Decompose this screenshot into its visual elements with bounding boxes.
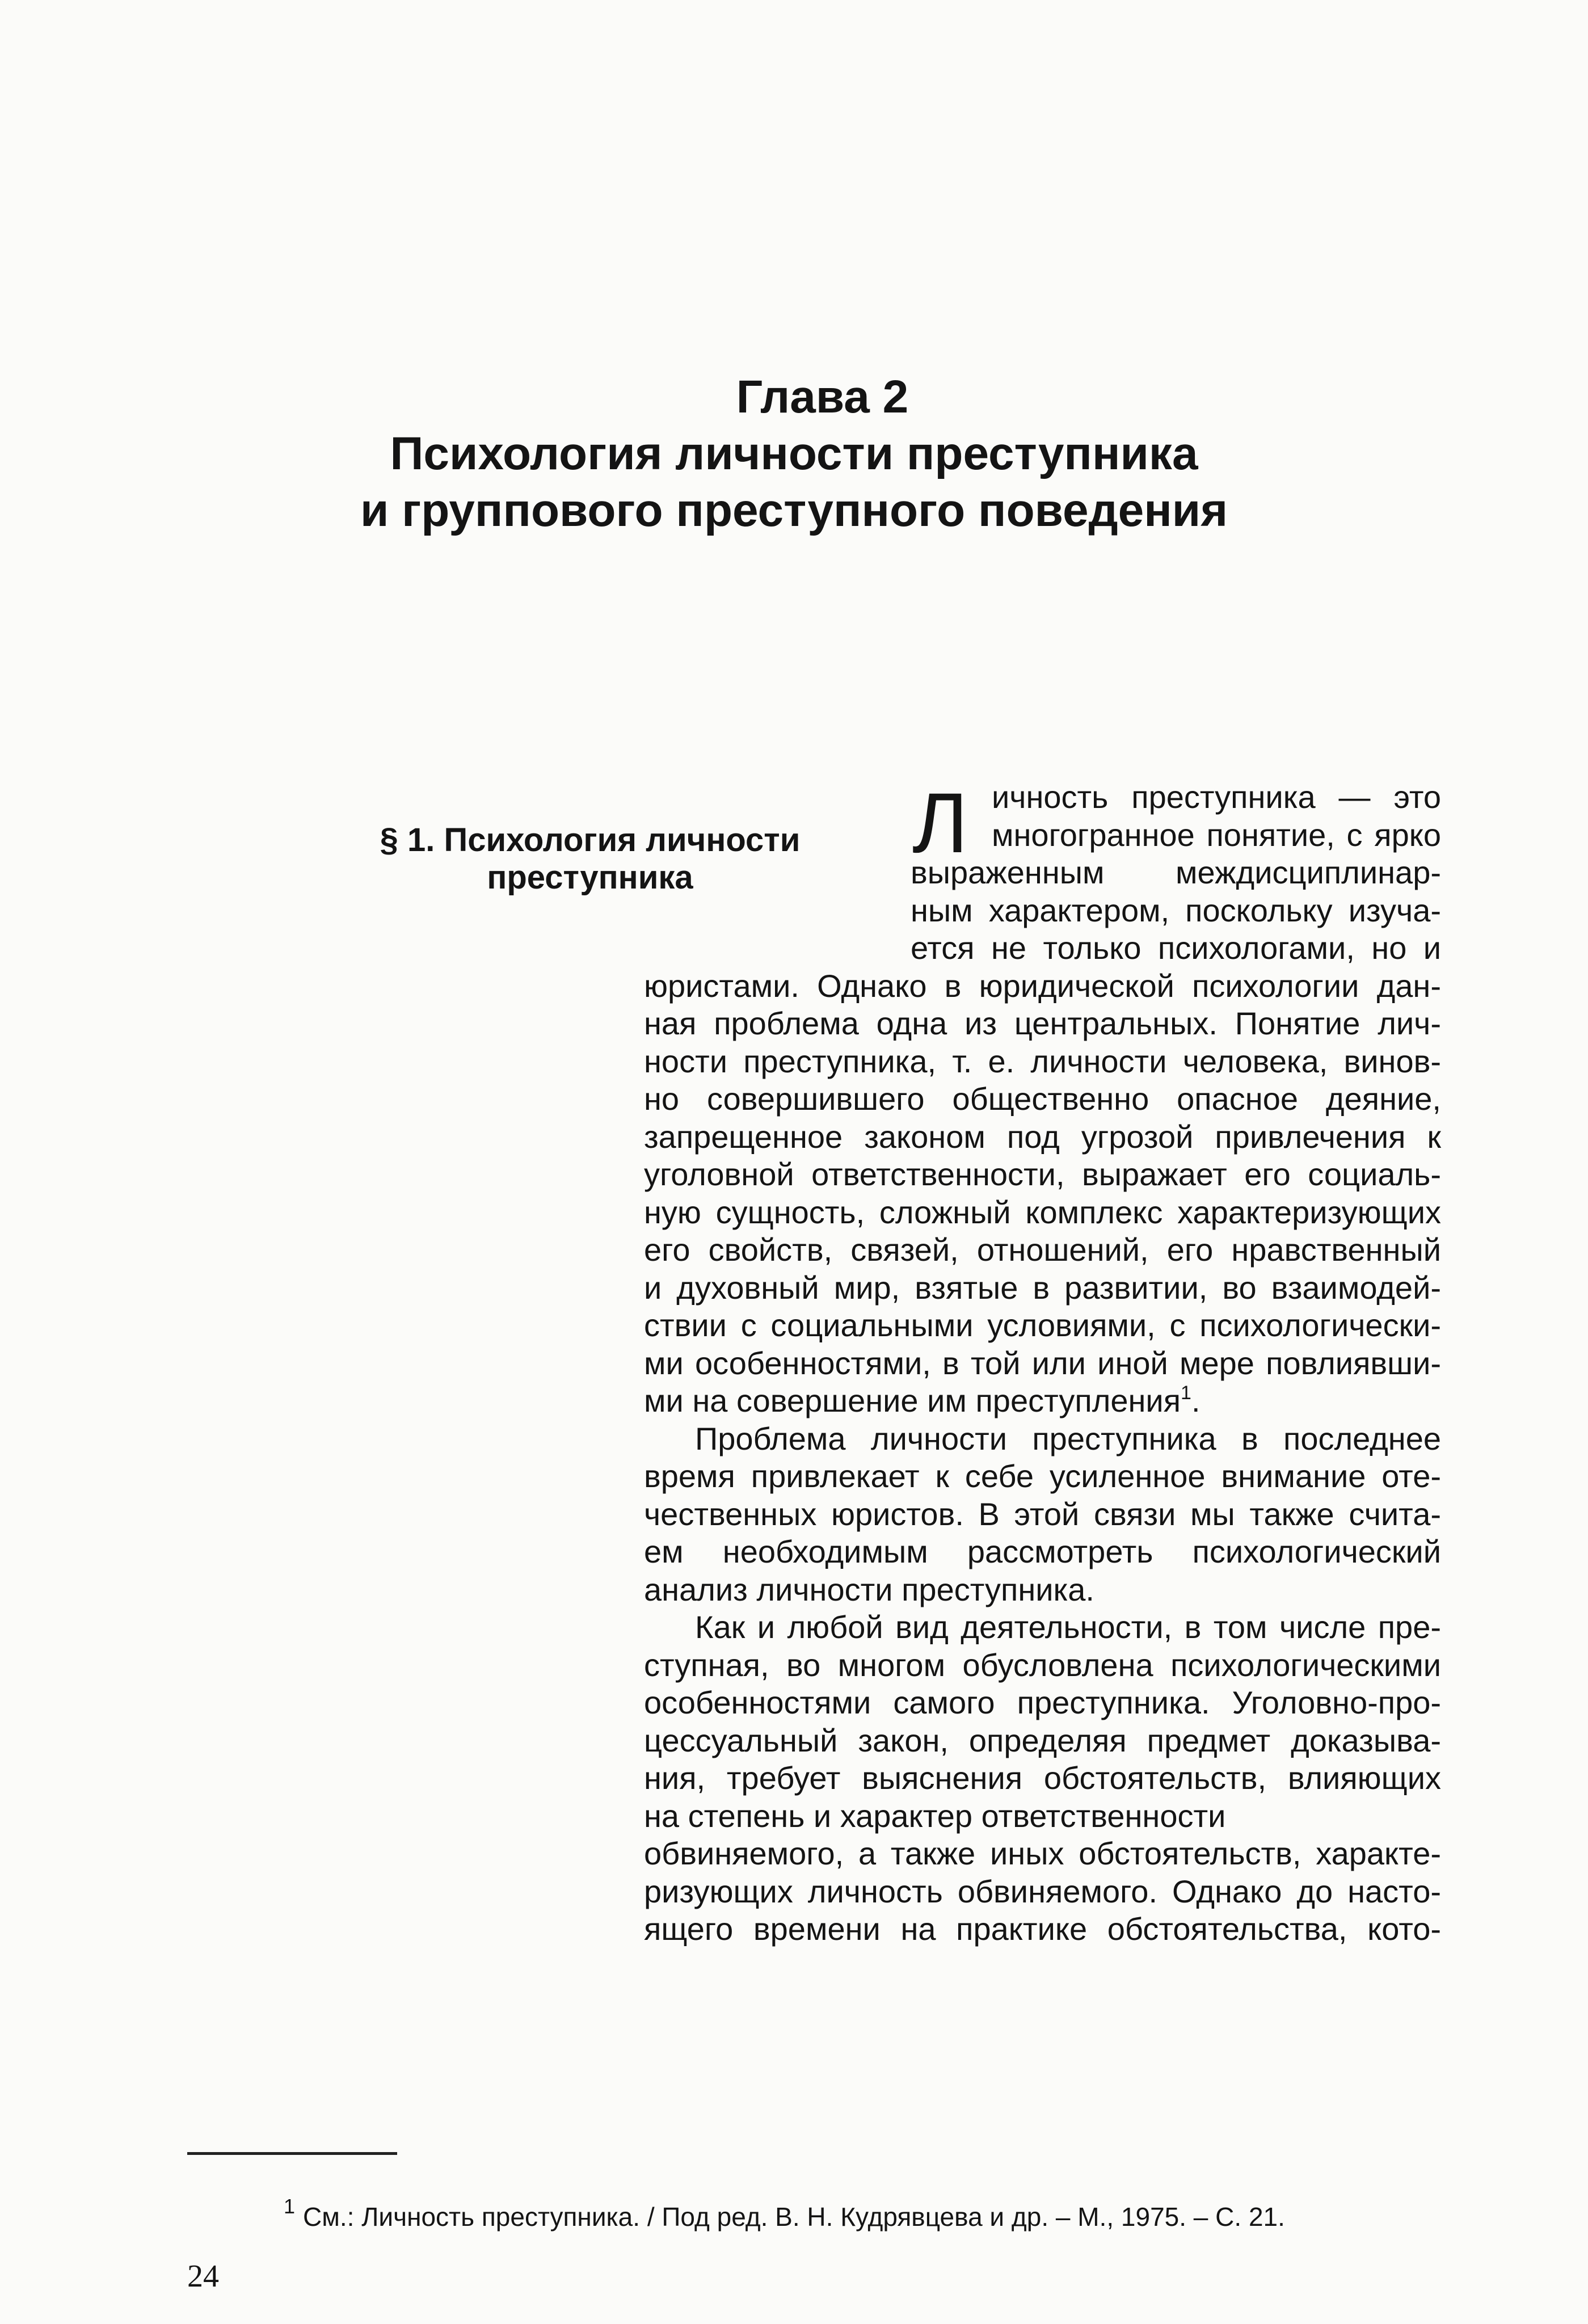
text-line: и духовный мир, взятые в развитии, во взаимодей- [644,1269,1441,1306]
text-line: ности преступника, т. е. личности человека, винов- [644,1043,1441,1079]
text-line: запрещенное законом под угрозой привлечения к [644,1118,1441,1155]
footnote-mark: 1 [284,2195,296,2218]
text-line: ми на совершение им преступления$^1$. [644,1382,1201,1418]
footnote-text: См.: Личность преступника. / Под ред. В. Н. Кудрявцева и др. – М., 1975. – С. 21. [303,2202,1285,2232]
text-line: ется не только психологами, но и [911,930,1441,966]
text-line: ми особенностями, в той или иной мере повлиявши- [644,1345,1441,1381]
text-line: Проблема личности преступника в последнее [695,1420,1441,1456]
text-line: ступная, во многом обусловлена психологическими [644,1647,1441,1683]
text-line: ем необходимым рассмотреть психологический [644,1534,1441,1569]
footnote-separator [187,2152,397,2155]
text-line: уголовной ответственности, выражает его социаль- [644,1156,1441,1192]
section-number: § 1. [380,822,435,858]
text-line: выраженным междисциплинар- [911,854,1441,890]
text-line: анализ личности преступника. [644,1571,1094,1607]
text-line: ящего времени на практике обстоятельства, кото- [644,1911,1441,1947]
footnote [284,2195,1285,2232]
text-line: ризующих личность обвиняемого. Однако до насто- [644,1873,1441,1909]
text-line: обвиняемого, а также иных обстоятельств, характе- [644,1835,1441,1871]
text-line: особенностями самого преступника. Уголовно-про- [644,1685,1441,1720]
chapter-heading [0,369,1588,539]
text-line: ным характером, поскольку изуча- [911,892,1441,928]
drop-cap: Л [912,775,968,870]
page-number: 24 [187,2259,219,2294]
text-line: ствии с социальными условиями, с психологически- [644,1307,1441,1343]
text-line: ния, требует выяснения обстоятельств, влияющих [644,1760,1441,1796]
chapter-title-line-1: Психология личности преступника [390,428,1198,479]
text-line: цессуальный закон, определяя предмет доказыва- [644,1722,1441,1758]
chapter-title-line-2: и группового преступного поведения [360,485,1228,536]
text-line: но совершившего общественно опасное деяние, [644,1081,1441,1117]
text-line: время привлекает к себе усиленное внимание оте- [644,1458,1441,1494]
text-line: Как и любой вид деятельности, в том числе пре- [695,1609,1441,1645]
text-line: ичность преступника — это [992,779,1441,815]
section-title-line-2: преступника [487,859,693,896]
section-title-line-1: Психология личности [444,822,801,858]
text-line: его свойств, связей, отношений, его нравственный [644,1232,1441,1268]
chapter-number: Глава 2 [736,371,909,423]
body-text [644,775,1441,1948]
footnote-reference[interactable]: 1 [1181,1382,1191,1404]
text-line: многогранное понятие, с ярко [992,816,1441,853]
text-line: на степень и характер ответственности [644,1797,1226,1834]
text-line: юристами. Однако в юридической психологии дан- [644,967,1441,1004]
text-line: ную сущность, сложный комплекс характеризующих [644,1194,1441,1230]
text-line: ная проблема одна из центральных. Понятие лич- [644,1005,1441,1041]
text-line: чественных юристов. В этой связи мы также счита- [644,1496,1441,1532]
